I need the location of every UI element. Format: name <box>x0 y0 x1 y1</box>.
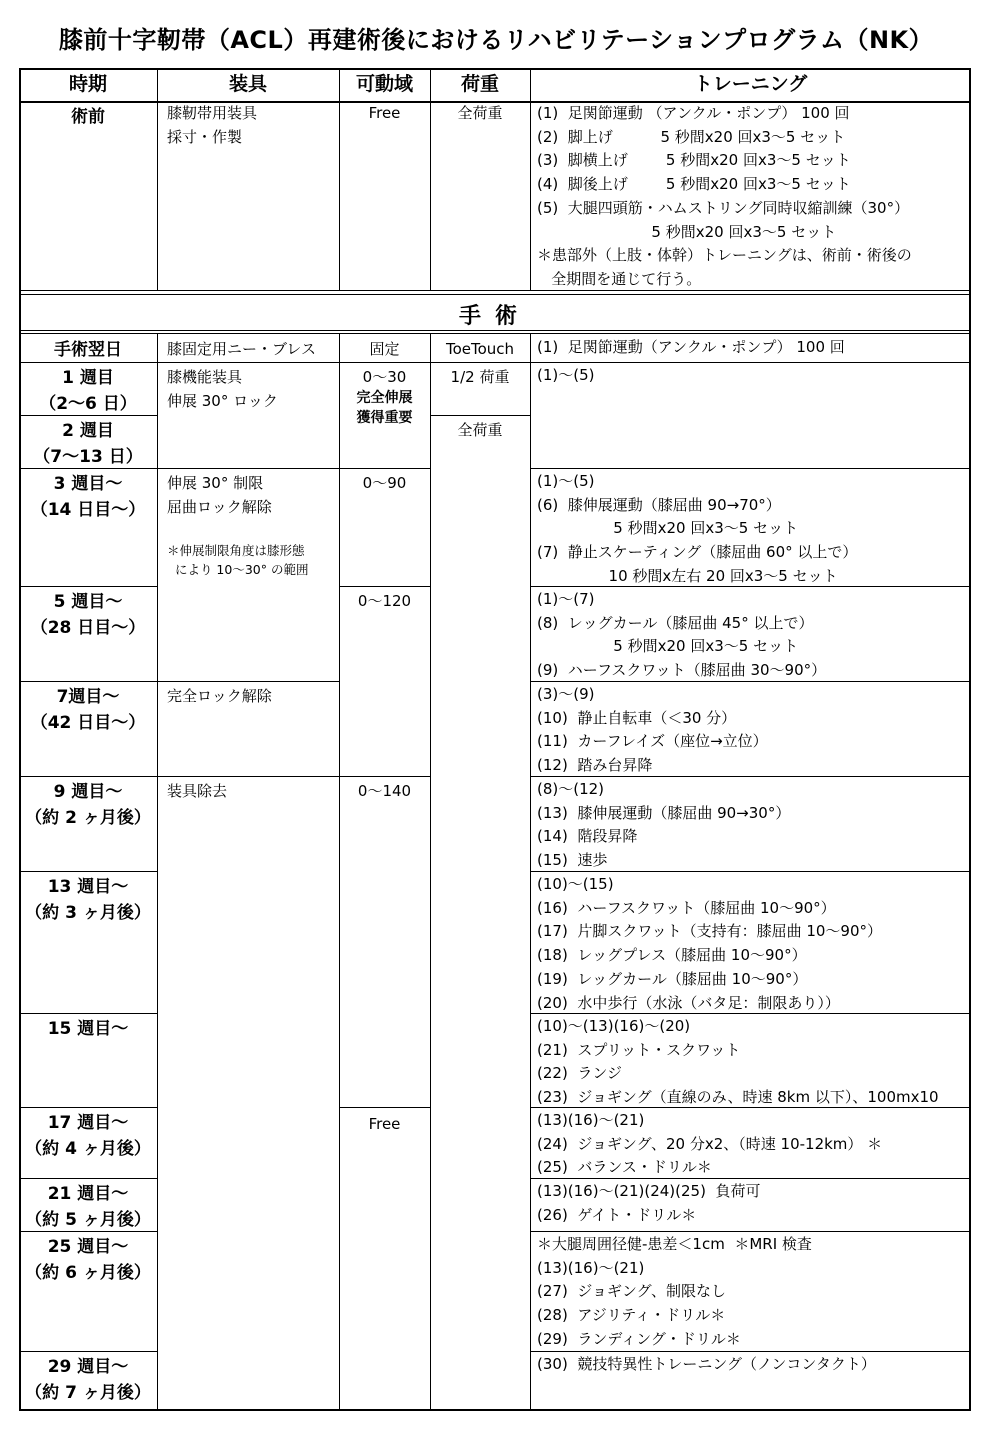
period-line: （約 3 ヶ月後） <box>25 903 151 923</box>
table-rule <box>19 101 971 103</box>
preop-training-line: (1) 足関節運動 （アンクル・ポンプ） 100 回 <box>537 104 850 122</box>
rom-0-120: 0～120 <box>357 592 412 610</box>
period-line: （28 日目～） <box>30 618 146 638</box>
training-line: 5 秒間x20 回x3～5 セット <box>537 519 799 538</box>
brace-removal: 装具除去 <box>167 782 228 800</box>
brace-functional <box>167 366 278 413</box>
preop-training-line: (5) 大腿四頭筋・ハムストリング同時収縮訓練（30°） <box>537 198 910 217</box>
period-line: 1 週目 <box>62 368 114 388</box>
table-rule <box>530 362 971 363</box>
training-cell <box>537 1353 876 1377</box>
period-line: 29 週目～ <box>47 1357 129 1377</box>
table-column-rule <box>157 68 158 290</box>
training-line: ＊大腿周囲径健-患差＜1cm ＊MRI 検査 <box>537 1235 812 1253</box>
preop-training-line: ＊患部外（上肢・体幹）トレーニングは、術前・術後の <box>537 246 912 265</box>
period-cell <box>19 684 157 736</box>
rom-note <box>339 388 430 428</box>
training-line: (15) 速歩 <box>537 851 608 870</box>
period-cell <box>19 1354 157 1406</box>
period-cell <box>19 1234 157 1286</box>
training-line: (18) レッグプレス（膝屈曲 10～90°） <box>537 946 807 965</box>
training-line: (1)～(5) <box>537 366 595 384</box>
period-line: （約 4 ヶ月後） <box>25 1139 151 1159</box>
table-rule <box>19 586 157 587</box>
training-line: (19) レッグカール（膝屈曲 10～90°） <box>537 969 808 988</box>
period-line: 9 週目～ <box>53 782 123 802</box>
training-line: (22) ランジ <box>537 1064 622 1083</box>
training-line: (29) ランディング・ドリル＊ <box>537 1329 741 1348</box>
period-cell <box>19 1110 157 1162</box>
table-rule <box>19 1013 157 1014</box>
brace-full-unlock: 完全ロック解除 <box>167 687 272 705</box>
training-line: (1)～(7) <box>537 590 595 608</box>
rom-0-140: 0～140 <box>357 782 412 800</box>
header-training: トレーニング <box>693 73 808 95</box>
period-line: 3 週目～ <box>53 474 123 494</box>
training-line: (10) 静止自転車（＜30 分） <box>537 708 737 727</box>
table-rule <box>339 362 430 363</box>
table-rule <box>339 468 430 469</box>
header-rom: 可動域 <box>355 73 413 95</box>
period-line: （約 2 ヶ月後） <box>25 808 151 828</box>
table-rule <box>530 468 971 469</box>
preop-training-line: 5 秒間x20 回x3～5 セット <box>537 222 837 241</box>
rom-0-30: 0～30 <box>362 368 407 386</box>
load-toetouch: ToeTouch <box>445 340 515 358</box>
period-line: 17 週目～ <box>47 1113 129 1133</box>
training-line: (10)～(15) <box>537 875 614 893</box>
period-line: 手術翌日 <box>54 340 122 360</box>
table-rule <box>430 362 530 363</box>
period-line: （42 日目～） <box>30 713 146 733</box>
table-rule <box>19 1107 157 1108</box>
period-line: （14 日目～） <box>30 500 146 520</box>
table-rule <box>157 776 339 777</box>
table-rule <box>339 776 430 777</box>
period-cell <box>19 589 157 641</box>
table-rule <box>339 1107 430 1108</box>
preop-training-line: (3) 脚横上げ 5 秒間x20 回x3～5 セット <box>537 151 851 170</box>
training-cell <box>537 1015 939 1110</box>
training-line: (13)(16)～(21) <box>537 1258 645 1277</box>
preop-training-line: (4) 脚後上げ 5 秒間x20 回x3～5 セット <box>537 175 851 194</box>
table-rule <box>157 468 339 469</box>
rom-free: Free <box>368 1115 401 1133</box>
training-line: (13)(16)～(21)(24)(25) 負荷可 <box>537 1182 761 1200</box>
period-cell <box>19 1181 157 1233</box>
training-line: (30) 競技特異性トレーニング（ノンコンタクト） <box>537 1355 876 1373</box>
table-rule <box>19 681 157 682</box>
rom-fixed: 固定 <box>369 340 400 358</box>
table-rule <box>19 871 157 872</box>
training-cell <box>537 364 595 388</box>
period-cell <box>19 874 157 926</box>
preop-training <box>537 102 912 292</box>
period-line: （約 7 ヶ月後） <box>25 1383 151 1403</box>
period-line: （2～6 日） <box>39 394 137 414</box>
table-rule <box>19 294 971 295</box>
rom-note-line: 獲得重要 <box>356 410 413 426</box>
training-line: (20) 水中歩行（水泳（バタ足：制限あり）） <box>537 993 840 1012</box>
surgery-label: 手術 <box>458 304 531 329</box>
training-line: (1) 足関節運動（アンクル・ポンプ） 100 回 <box>537 338 845 356</box>
training-line: (27) ジョギング、制限なし <box>537 1282 726 1301</box>
training-line: 10 秒間x左右 20 回x3～5 セット <box>537 566 838 585</box>
training-line: (3)～(9) <box>537 685 595 703</box>
period-line: （7～13 日） <box>33 447 143 467</box>
table-rule <box>19 776 157 777</box>
period-line: 25 週目～ <box>47 1237 129 1257</box>
training-cell <box>537 1109 882 1180</box>
training-line: (8)～(12) <box>537 780 605 798</box>
period-line: 21 週目～ <box>47 1184 129 1204</box>
training-line: (26) ゲイト・ドリル＊ <box>537 1205 697 1224</box>
brace-note-line: ＊伸展制限角度は膝形態 <box>167 543 305 558</box>
training-cell <box>537 873 882 1015</box>
load-half: 1/2 荷重 <box>450 368 510 386</box>
training-line: (25) バランス・ドリル＊ <box>537 1158 712 1177</box>
table-rule <box>339 586 430 587</box>
table-rule <box>430 415 530 416</box>
period-cell <box>19 1016 157 1042</box>
rom-note-line: 完全伸展 <box>356 390 413 406</box>
training-cell <box>537 336 845 360</box>
table-rule <box>157 362 339 363</box>
period-line: 13 週目～ <box>47 877 129 897</box>
training-line: (12) 踏み台昇降 <box>537 756 653 775</box>
table-column-rule <box>339 68 340 290</box>
period-line: 7週目～ <box>56 687 120 707</box>
period-cell <box>19 365 157 417</box>
brace-knee-immobilizer: 膝固定用ニー・ブレス <box>167 340 316 358</box>
brace-line: 屈曲ロック解除 <box>167 497 272 516</box>
training-line: 5 秒間x20 回x3～5 セット <box>537 637 799 656</box>
preop-training-line: 全期間を通じて行う。 <box>537 269 702 288</box>
table-column-rule <box>530 68 531 290</box>
period-cell <box>19 471 157 523</box>
header-load: 荷重 <box>460 73 499 95</box>
training-line: (8) レッグカール（膝屈曲 45° 以上で） <box>537 613 814 632</box>
rom-0-90: 0～90 <box>362 474 407 492</box>
brace-line: 膝機能装具 <box>167 368 243 386</box>
brace-note-line: により 10～30° の範囲 <box>167 562 309 577</box>
training-line: (17) 片脚スクワット（支持有：膝屈曲 10～90°） <box>537 922 883 941</box>
training-cell <box>537 470 857 589</box>
training-line: (1)～(5) <box>537 472 595 490</box>
table-rule <box>19 1178 157 1179</box>
table-rule <box>19 1351 157 1352</box>
page-title: 膝前十字靭帯（ACL）再建術後におけるリハビリテーションプログラム（NK） <box>58 26 934 54</box>
preop-brace <box>167 102 257 149</box>
table-column-rule <box>157 334 158 1411</box>
training-line: (11) カーフレイズ（座位→立位） <box>537 732 768 751</box>
training-line: (13)(16)～(21) <box>537 1111 645 1129</box>
training-line: (16) ハーフスクワット（膝屈曲 10～90°） <box>537 898 836 917</box>
period-line: 15 週目～ <box>47 1019 129 1039</box>
table-column-rule <box>430 334 431 1411</box>
table-rule <box>19 290 971 291</box>
training-line: (21) スプリット・スクワット <box>537 1040 741 1059</box>
period-line: 5 週目～ <box>53 592 123 612</box>
training-line: (23) ジョギング（直線のみ、時速 8km 以下）、100mx10 <box>537 1088 939 1107</box>
period-line: 2 週目 <box>62 421 114 441</box>
table-rule <box>530 1231 971 1232</box>
training-cell <box>537 1233 812 1352</box>
training-line: (24) ジョギング、20 分x2、（時速 10-12km） ＊ <box>537 1134 883 1153</box>
load-full: 全荷重 <box>457 421 503 439</box>
table-rule <box>19 333 971 334</box>
training-line: (10)～(13)(16)～(20) <box>537 1017 691 1035</box>
brace-note <box>167 541 308 579</box>
preop-training-line: (2) 脚上げ 5 秒間x20 回x3～5 セット <box>537 127 846 146</box>
preop-period: 術前 <box>71 107 105 127</box>
preop-brace-line: 採寸・作製 <box>167 127 243 146</box>
table-rule <box>19 330 971 331</box>
header-brace: 装具 <box>228 73 267 95</box>
training-line: (7) 静止スケーティング（膝屈曲 60° 以上で） <box>537 543 858 562</box>
period-cell <box>19 779 157 831</box>
period-cell <box>19 418 157 470</box>
preop-rom: Free <box>368 104 401 122</box>
training-cell <box>537 588 826 683</box>
training-line: (13) 膝伸展運動（膝屈曲 90→30°） <box>537 803 791 822</box>
preop-brace-line: 膝靭帯用装具 <box>167 104 258 122</box>
period-cell <box>19 337 157 363</box>
training-cell <box>537 1180 761 1227</box>
brace-line: 伸展 30° 制限 <box>167 474 264 492</box>
table-column-rule <box>530 334 531 1411</box>
preop-load: 全荷重 <box>457 104 503 122</box>
training-cell <box>537 683 768 778</box>
training-cell <box>537 778 790 873</box>
period-line: （約 5 ヶ月後） <box>25 1210 151 1230</box>
rehab-table <box>19 68 971 1411</box>
brace-extension-limit <box>167 472 272 519</box>
table-rule <box>157 681 339 682</box>
header-period: 時期 <box>68 73 107 95</box>
training-line: (28) アジリティ・ドリル＊ <box>537 1306 726 1325</box>
brace-line: 伸展 30° ロック <box>167 391 278 410</box>
training-line: (14) 階段昇降 <box>537 827 638 846</box>
period-line: （約 6 ヶ月後） <box>25 1263 151 1283</box>
training-line: (6) 膝伸展運動（膝屈曲 90→70°） <box>537 495 781 514</box>
table-column-rule <box>430 68 431 290</box>
training-line: (9) ハーフスクワット（膝屈曲 30～90°） <box>537 661 827 680</box>
